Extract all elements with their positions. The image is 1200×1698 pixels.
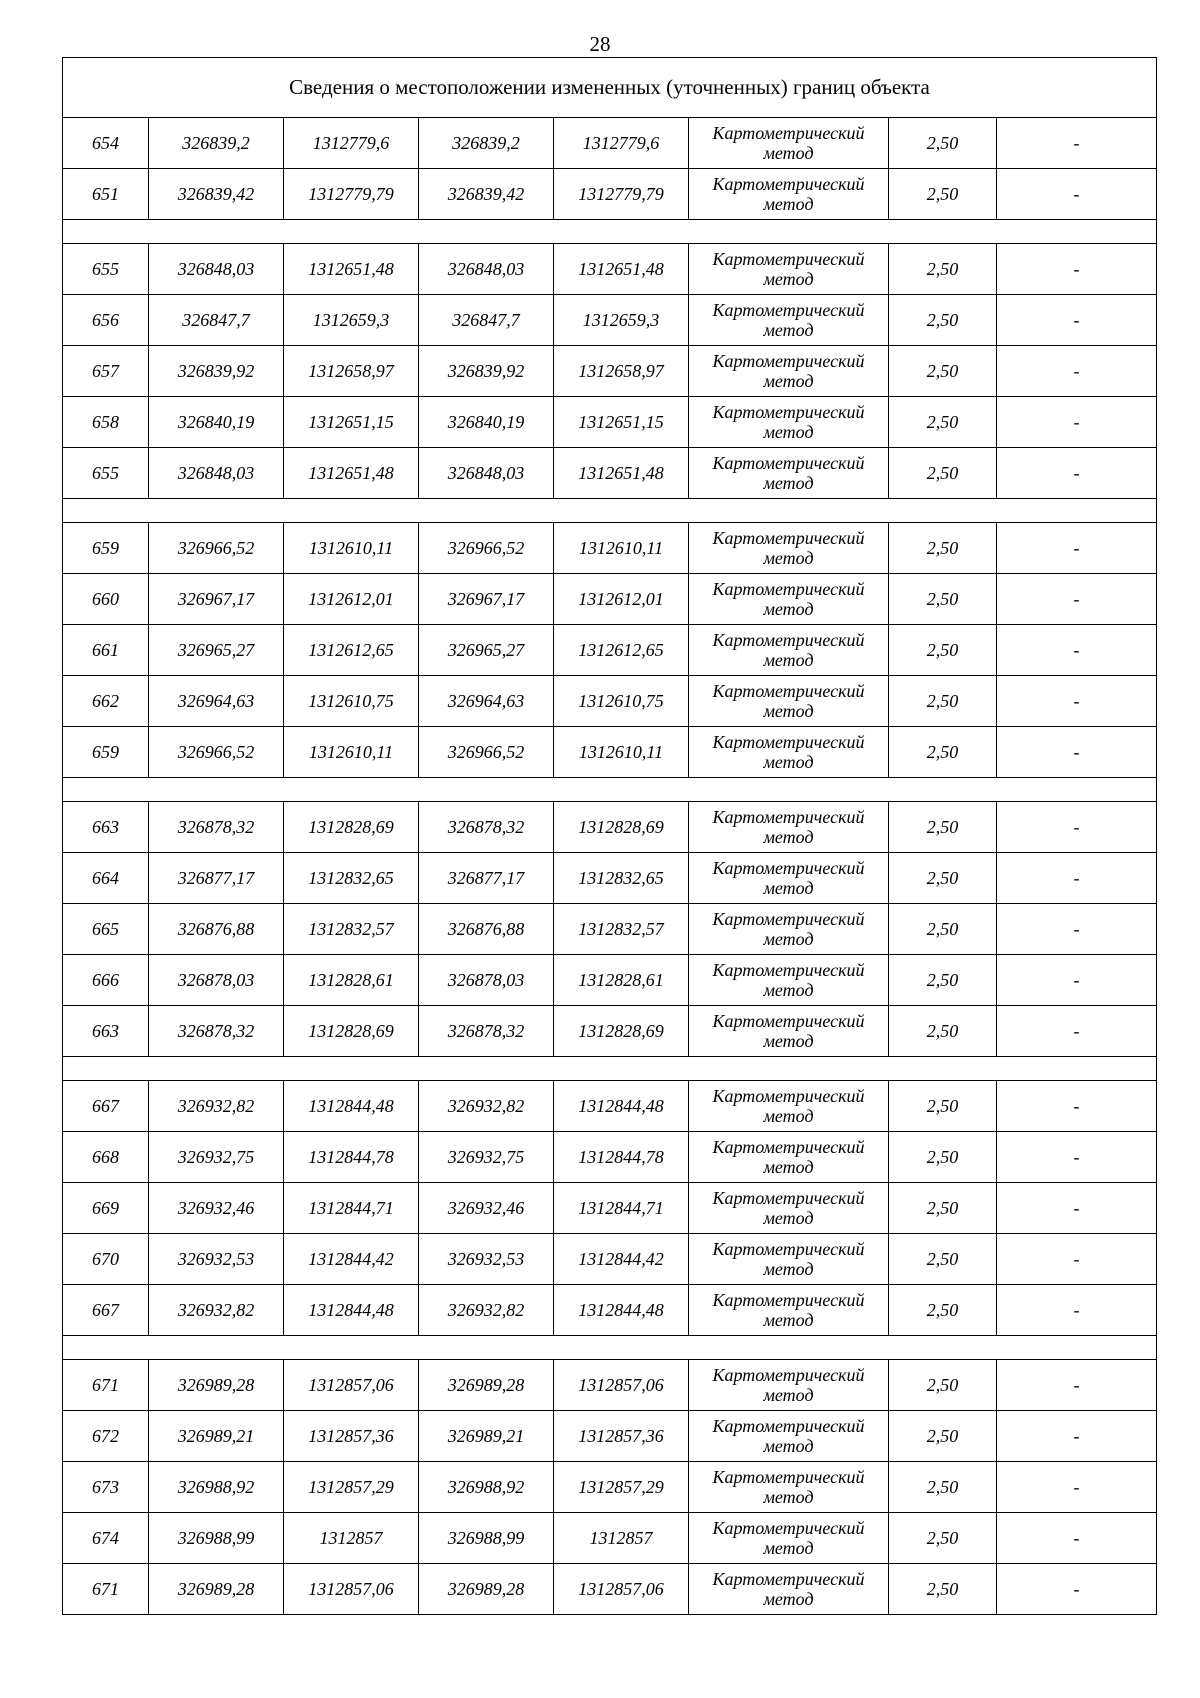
group-separator-cell [63, 778, 1157, 802]
table-row [63, 727, 1157, 778]
table-row [63, 169, 1157, 220]
y-new-cell: 1312844,78 [554, 1132, 689, 1183]
table-row [63, 1462, 1157, 1513]
table-row [63, 346, 1157, 397]
y-old-cell: 1312857 [284, 1513, 419, 1564]
group-separator-row [63, 1057, 1157, 1081]
x-new-cell: 326932,82 [419, 1285, 554, 1336]
accuracy-cell: 2,50 [889, 1006, 997, 1057]
method-cell: Картометрический метод [689, 397, 889, 448]
point-number-cell: 674 [63, 1513, 149, 1564]
method-cell: Картометрический метод [689, 118, 889, 169]
y-new-cell: 1312610,11 [554, 523, 689, 574]
accuracy-cell: 2,50 [889, 625, 997, 676]
method-cell: Картометрический метод [689, 955, 889, 1006]
x-new-cell: 326847,7 [419, 295, 554, 346]
y-new-cell: 1312779,79 [554, 169, 689, 220]
y-new-cell: 1312857 [554, 1513, 689, 1564]
y-old-cell: 1312612,65 [284, 625, 419, 676]
x-new-cell: 326964,63 [419, 676, 554, 727]
y-new-cell: 1312612,65 [554, 625, 689, 676]
method-cell: Картометрический метод [689, 169, 889, 220]
x-new-cell: 326848,03 [419, 448, 554, 499]
description-cell: - [997, 1285, 1157, 1336]
y-old-cell: 1312658,97 [284, 346, 419, 397]
description-cell: - [997, 676, 1157, 727]
y-old-cell: 1312857,06 [284, 1564, 419, 1615]
table-row [63, 1006, 1157, 1057]
x-old-cell: 326988,92 [149, 1462, 284, 1513]
x-old-cell: 326932,75 [149, 1132, 284, 1183]
group-separator-cell [63, 1336, 1157, 1360]
description-cell: - [997, 1360, 1157, 1411]
x-new-cell: 326989,28 [419, 1564, 554, 1615]
y-new-cell: 1312844,71 [554, 1183, 689, 1234]
y-old-cell: 1312651,15 [284, 397, 419, 448]
x-old-cell: 326932,53 [149, 1234, 284, 1285]
point-number-cell: 661 [63, 625, 149, 676]
accuracy-cell: 2,50 [889, 574, 997, 625]
point-number-cell: 667 [63, 1081, 149, 1132]
group-separator-row [63, 778, 1157, 802]
accuracy-cell: 2,50 [889, 1132, 997, 1183]
method-cell: Картометрический метод [689, 1183, 889, 1234]
table-row [63, 523, 1157, 574]
boundary-coordinates-table [62, 57, 1157, 1615]
method-cell: Картометрический метод [689, 448, 889, 499]
point-number-cell: 659 [63, 727, 149, 778]
table-row [63, 1285, 1157, 1336]
table-title: Сведения о местоположении измененных (уточненных) границ объекта [63, 58, 1157, 118]
y-new-cell: 1312828,69 [554, 802, 689, 853]
description-cell: - [997, 1081, 1157, 1132]
accuracy-cell: 2,50 [889, 1081, 997, 1132]
table-row [63, 853, 1157, 904]
point-number-cell: 657 [63, 346, 149, 397]
point-number-cell: 662 [63, 676, 149, 727]
x-old-cell: 326840,19 [149, 397, 284, 448]
table-row [63, 448, 1157, 499]
method-cell: Картометрический метод [689, 1132, 889, 1183]
x-old-cell: 326848,03 [149, 244, 284, 295]
y-old-cell: 1312832,57 [284, 904, 419, 955]
y-old-cell: 1312844,78 [284, 1132, 419, 1183]
description-cell: - [997, 1132, 1157, 1183]
point-number-cell: 651 [63, 169, 149, 220]
x-new-cell: 326840,19 [419, 397, 554, 448]
table-row [63, 676, 1157, 727]
point-number-cell: 666 [63, 955, 149, 1006]
description-cell: - [997, 625, 1157, 676]
y-old-cell: 1312612,01 [284, 574, 419, 625]
method-cell: Картометрический метод [689, 1234, 889, 1285]
y-new-cell: 1312658,97 [554, 346, 689, 397]
description-cell: - [997, 574, 1157, 625]
x-old-cell: 326847,7 [149, 295, 284, 346]
method-cell: Картометрический метод [689, 1513, 889, 1564]
x-new-cell: 326967,17 [419, 574, 554, 625]
accuracy-cell: 2,50 [889, 853, 997, 904]
description-cell: - [997, 1183, 1157, 1234]
x-new-cell: 326988,92 [419, 1462, 554, 1513]
accuracy-cell: 2,50 [889, 1285, 997, 1336]
x-old-cell: 326839,2 [149, 118, 284, 169]
point-number-cell: 660 [63, 574, 149, 625]
description-cell: - [997, 346, 1157, 397]
description-cell: - [997, 397, 1157, 448]
x-old-cell: 326877,17 [149, 853, 284, 904]
y-old-cell: 1312610,11 [284, 523, 419, 574]
x-new-cell: 326878,32 [419, 1006, 554, 1057]
method-cell: Картометрический метод [689, 346, 889, 397]
table-row [63, 1360, 1157, 1411]
method-cell: Картометрический метод [689, 1285, 889, 1336]
description-cell: - [997, 727, 1157, 778]
method-cell: Картометрический метод [689, 295, 889, 346]
x-new-cell: 326966,52 [419, 523, 554, 574]
method-cell: Картометрический метод [689, 853, 889, 904]
method-cell: Картометрический метод [689, 1564, 889, 1615]
x-new-cell: 326932,46 [419, 1183, 554, 1234]
table-row [63, 955, 1157, 1006]
point-number-cell: 658 [63, 397, 149, 448]
point-number-cell: 671 [63, 1564, 149, 1615]
description-cell: - [997, 1513, 1157, 1564]
x-old-cell: 326988,99 [149, 1513, 284, 1564]
point-number-cell: 655 [63, 448, 149, 499]
method-cell: Картометрический метод [689, 802, 889, 853]
method-cell: Картометрический метод [689, 727, 889, 778]
group-separator-row [63, 220, 1157, 244]
y-old-cell: 1312659,3 [284, 295, 419, 346]
x-old-cell: 326966,52 [149, 727, 284, 778]
table-row [63, 1132, 1157, 1183]
x-new-cell: 326989,21 [419, 1411, 554, 1462]
group-separator-cell [63, 499, 1157, 523]
description-cell: - [997, 1462, 1157, 1513]
x-new-cell: 326877,17 [419, 853, 554, 904]
y-new-cell: 1312844,42 [554, 1234, 689, 1285]
y-new-cell: 1312610,11 [554, 727, 689, 778]
y-new-cell: 1312779,6 [554, 118, 689, 169]
point-number-cell: 664 [63, 853, 149, 904]
accuracy-cell: 2,50 [889, 346, 997, 397]
x-new-cell: 326965,27 [419, 625, 554, 676]
table-row [63, 295, 1157, 346]
table-row [63, 625, 1157, 676]
y-old-cell: 1312610,75 [284, 676, 419, 727]
point-number-cell: 672 [63, 1411, 149, 1462]
accuracy-cell: 2,50 [889, 397, 997, 448]
y-old-cell: 1312828,69 [284, 1006, 419, 1057]
description-cell: - [997, 1234, 1157, 1285]
table-row [63, 397, 1157, 448]
method-cell: Картометрический метод [689, 676, 889, 727]
table-row [63, 118, 1157, 169]
x-old-cell: 326932,82 [149, 1081, 284, 1132]
x-old-cell: 326839,42 [149, 169, 284, 220]
description-cell: - [997, 1411, 1157, 1462]
accuracy-cell: 2,50 [889, 295, 997, 346]
x-old-cell: 326878,32 [149, 1006, 284, 1057]
accuracy-cell: 2,50 [889, 1513, 997, 1564]
x-new-cell: 326878,03 [419, 955, 554, 1006]
group-separator-row [63, 1336, 1157, 1360]
x-old-cell: 326876,88 [149, 904, 284, 955]
group-separator-cell [63, 220, 1157, 244]
x-old-cell: 326964,63 [149, 676, 284, 727]
x-new-cell: 326839,2 [419, 118, 554, 169]
table-row [63, 574, 1157, 625]
accuracy-cell: 2,50 [889, 523, 997, 574]
description-cell: - [997, 448, 1157, 499]
point-number-cell: 663 [63, 802, 149, 853]
description-cell: - [997, 523, 1157, 574]
table-row [63, 1081, 1157, 1132]
x-new-cell: 326966,52 [419, 727, 554, 778]
description-cell: - [997, 118, 1157, 169]
point-number-cell: 663 [63, 1006, 149, 1057]
y-new-cell: 1312857,06 [554, 1360, 689, 1411]
y-new-cell: 1312651,15 [554, 397, 689, 448]
method-cell: Картометрический метод [689, 1411, 889, 1462]
table-row [63, 244, 1157, 295]
accuracy-cell: 2,50 [889, 1360, 997, 1411]
x-new-cell: 326932,53 [419, 1234, 554, 1285]
accuracy-cell: 2,50 [889, 904, 997, 955]
group-separator-cell [63, 1057, 1157, 1081]
y-new-cell: 1312832,57 [554, 904, 689, 955]
x-old-cell: 326848,03 [149, 448, 284, 499]
group-separator-row [63, 499, 1157, 523]
y-new-cell: 1312610,75 [554, 676, 689, 727]
table-row [63, 1564, 1157, 1615]
description-cell: - [997, 244, 1157, 295]
y-old-cell: 1312844,71 [284, 1183, 419, 1234]
y-new-cell: 1312651,48 [554, 448, 689, 499]
x-old-cell: 326966,52 [149, 523, 284, 574]
x-new-cell: 326932,82 [419, 1081, 554, 1132]
accuracy-cell: 2,50 [889, 1411, 997, 1462]
x-old-cell: 326932,82 [149, 1285, 284, 1336]
table-row [63, 802, 1157, 853]
x-new-cell: 326876,88 [419, 904, 554, 955]
accuracy-cell: 2,50 [889, 1564, 997, 1615]
y-new-cell: 1312832,65 [554, 853, 689, 904]
y-new-cell: 1312828,61 [554, 955, 689, 1006]
x-old-cell: 326839,92 [149, 346, 284, 397]
method-cell: Картометрический метод [689, 1360, 889, 1411]
point-number-cell: 655 [63, 244, 149, 295]
accuracy-cell: 2,50 [889, 727, 997, 778]
y-old-cell: 1312651,48 [284, 448, 419, 499]
x-new-cell: 326932,75 [419, 1132, 554, 1183]
point-number-cell: 669 [63, 1183, 149, 1234]
y-new-cell: 1312651,48 [554, 244, 689, 295]
method-cell: Картометрический метод [689, 574, 889, 625]
method-cell: Картометрический метод [689, 625, 889, 676]
table-row [63, 1183, 1157, 1234]
accuracy-cell: 2,50 [889, 118, 997, 169]
y-old-cell: 1312610,11 [284, 727, 419, 778]
description-cell: - [997, 802, 1157, 853]
x-old-cell: 326878,32 [149, 802, 284, 853]
description-cell: - [997, 955, 1157, 1006]
y-old-cell: 1312779,79 [284, 169, 419, 220]
y-new-cell: 1312857,36 [554, 1411, 689, 1462]
point-number-cell: 667 [63, 1285, 149, 1336]
page-number: 28 [589, 32, 611, 56]
table-row [63, 904, 1157, 955]
y-old-cell: 1312651,48 [284, 244, 419, 295]
method-cell: Картометрический метод [689, 523, 889, 574]
accuracy-cell: 2,50 [889, 169, 997, 220]
y-old-cell: 1312844,42 [284, 1234, 419, 1285]
y-old-cell: 1312828,69 [284, 802, 419, 853]
x-new-cell: 326848,03 [419, 244, 554, 295]
x-new-cell: 326839,42 [419, 169, 554, 220]
description-cell: - [997, 853, 1157, 904]
x-old-cell: 326989,28 [149, 1360, 284, 1411]
y-new-cell: 1312844,48 [554, 1081, 689, 1132]
description-cell: - [997, 1006, 1157, 1057]
accuracy-cell: 2,50 [889, 448, 997, 499]
y-new-cell: 1312828,69 [554, 1006, 689, 1057]
x-new-cell: 326988,99 [419, 1513, 554, 1564]
y-old-cell: 1312857,36 [284, 1411, 419, 1462]
method-cell: Картометрический метод [689, 244, 889, 295]
method-cell: Картометрический метод [689, 904, 889, 955]
accuracy-cell: 2,50 [889, 244, 997, 295]
y-new-cell: 1312857,06 [554, 1564, 689, 1615]
x-new-cell: 326989,28 [419, 1360, 554, 1411]
y-new-cell: 1312857,29 [554, 1462, 689, 1513]
y-new-cell: 1312612,01 [554, 574, 689, 625]
accuracy-cell: 2,50 [889, 1183, 997, 1234]
y-old-cell: 1312844,48 [284, 1285, 419, 1336]
description-cell: - [997, 904, 1157, 955]
accuracy-cell: 2,50 [889, 955, 997, 1006]
description-cell: - [997, 169, 1157, 220]
y-new-cell: 1312844,48 [554, 1285, 689, 1336]
description-cell: - [997, 1564, 1157, 1615]
x-new-cell: 326839,92 [419, 346, 554, 397]
point-number-cell: 665 [63, 904, 149, 955]
accuracy-cell: 2,50 [889, 802, 997, 853]
x-old-cell: 326989,28 [149, 1564, 284, 1615]
table-row [63, 1234, 1157, 1285]
point-number-cell: 673 [63, 1462, 149, 1513]
method-cell: Картометрический метод [689, 1006, 889, 1057]
x-old-cell: 326989,21 [149, 1411, 284, 1462]
accuracy-cell: 2,50 [889, 1234, 997, 1285]
description-cell: - [997, 295, 1157, 346]
y-new-cell: 1312659,3 [554, 295, 689, 346]
y-old-cell: 1312828,61 [284, 955, 419, 1006]
x-old-cell: 326967,17 [149, 574, 284, 625]
point-number-cell: 671 [63, 1360, 149, 1411]
x-old-cell: 326932,46 [149, 1183, 284, 1234]
x-old-cell: 326878,03 [149, 955, 284, 1006]
point-number-cell: 670 [63, 1234, 149, 1285]
point-number-cell: 654 [63, 118, 149, 169]
table-row [63, 1513, 1157, 1564]
y-old-cell: 1312779,6 [284, 118, 419, 169]
method-cell: Картометрический метод [689, 1081, 889, 1132]
point-number-cell: 656 [63, 295, 149, 346]
accuracy-cell: 2,50 [889, 676, 997, 727]
y-old-cell: 1312857,29 [284, 1462, 419, 1513]
y-old-cell: 1312844,48 [284, 1081, 419, 1132]
x-new-cell: 326878,32 [419, 802, 554, 853]
point-number-cell: 659 [63, 523, 149, 574]
table-title-row [63, 58, 1157, 118]
table-row [63, 1411, 1157, 1462]
method-cell: Картометрический метод [689, 1462, 889, 1513]
y-old-cell: 1312832,65 [284, 853, 419, 904]
accuracy-cell: 2,50 [889, 1462, 997, 1513]
point-number-cell: 668 [63, 1132, 149, 1183]
x-old-cell: 326965,27 [149, 625, 284, 676]
y-old-cell: 1312857,06 [284, 1360, 419, 1411]
